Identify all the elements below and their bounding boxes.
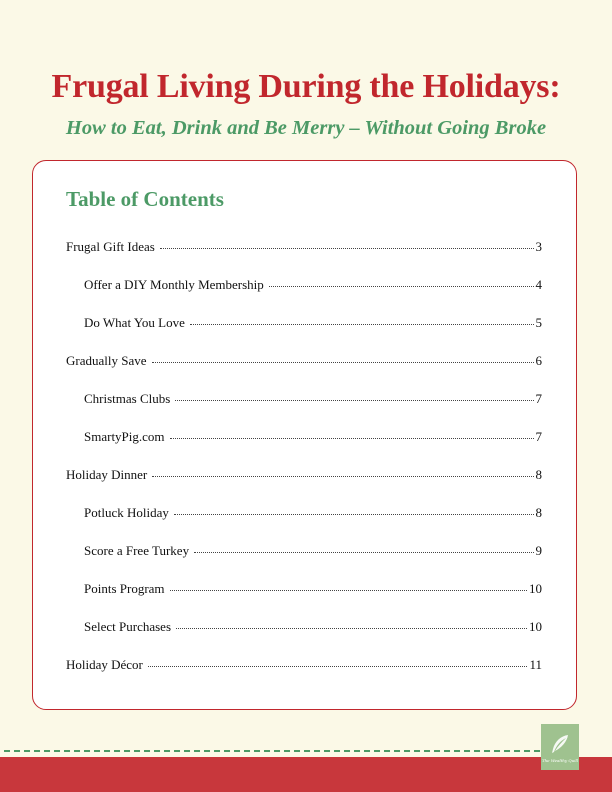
toc-entry-do-what-you-love[interactable] (84, 315, 542, 331)
toc-heading: Table of Contents (66, 187, 224, 211)
toc-entry-page: 10 (529, 619, 542, 634)
toc-dot-leader (148, 665, 528, 667)
table-of-contents (32, 160, 577, 710)
toc-entry-title: Frugal Gift Ideas (66, 239, 155, 254)
toc-entry-title: Do What You Love (84, 315, 185, 330)
toc-entry-title: Christmas Clubs (84, 391, 171, 406)
toc-entry-score-free-turkey[interactable] (84, 543, 542, 559)
toc-dot-leader (269, 285, 534, 287)
toc-entry-page: 4 (535, 277, 542, 292)
toc-entry-smartypig[interactable] (84, 429, 542, 445)
toc-entry-points-program[interactable] (84, 581, 542, 597)
toc-entry-title: Gradually Save (66, 353, 147, 368)
document-subtitle: How to Eat, Drink and Be Merry – Without Going Broke (65, 117, 547, 139)
toc-entry-select-purchases[interactable] (84, 619, 542, 635)
toc-entry-page: 7 (535, 391, 542, 406)
toc-entry-holiday-decor[interactable] (66, 657, 542, 673)
toc-dot-leader (160, 247, 534, 249)
toc-entry-diy-monthly-membership[interactable] (84, 277, 542, 293)
toc-entry-page: 11 (529, 657, 542, 672)
toc-entry-page: 3 (535, 239, 542, 254)
toc-entry-title: Offer a DIY Monthly Membership (84, 277, 264, 292)
toc-entry-page: 7 (535, 429, 542, 444)
toc-dot-leader (176, 627, 527, 629)
toc-entry-title: Holiday Dinner (66, 467, 148, 482)
toc-entry-holiday-dinner[interactable] (66, 467, 542, 483)
toc-entry-page: 8 (535, 467, 542, 482)
toc-entry-title: Points Program (84, 581, 165, 596)
toc-entry-page: 5 (535, 315, 542, 330)
toc-dot-leader (152, 475, 533, 477)
toc-entry-potluck-holiday[interactable] (84, 505, 542, 521)
toc-entry-page: 9 (535, 543, 542, 558)
toc-entry-christmas-clubs[interactable] (84, 391, 542, 407)
document-title: Frugal Living During the Holidays: (51, 68, 561, 105)
toc-dot-leader (194, 551, 533, 553)
footer-dashed-divider (4, 750, 540, 752)
toc-dot-leader (174, 513, 534, 515)
toc-entry-page: 6 (535, 353, 542, 368)
toc-list (33, 161, 576, 709)
toc-entry-page: 8 (535, 505, 542, 520)
toc-entry-frugal-gift-ideas[interactable] (66, 239, 542, 255)
toc-entry-title: Potluck Holiday (84, 505, 169, 520)
toc-entry-title: SmartyPig.com (84, 429, 165, 444)
toc-dot-leader (152, 361, 534, 363)
toc-dot-leader (190, 323, 534, 325)
toc-entry-title: Score a Free Turkey (84, 543, 190, 558)
toc-entry-page: 10 (529, 581, 542, 596)
footer-logo (541, 724, 579, 770)
quill-icon (548, 732, 572, 756)
logo-text: The Wealthy Quill (541, 757, 579, 763)
footer-band (0, 757, 612, 792)
toc-dot-leader (170, 589, 527, 591)
toc-dot-leader (170, 437, 534, 439)
toc-entry-title: Holiday Décor (66, 657, 143, 672)
toc-entry-title: Select Purchases (84, 619, 172, 634)
toc-dot-leader (175, 399, 533, 401)
toc-entry-gradually-save[interactable] (66, 353, 542, 369)
